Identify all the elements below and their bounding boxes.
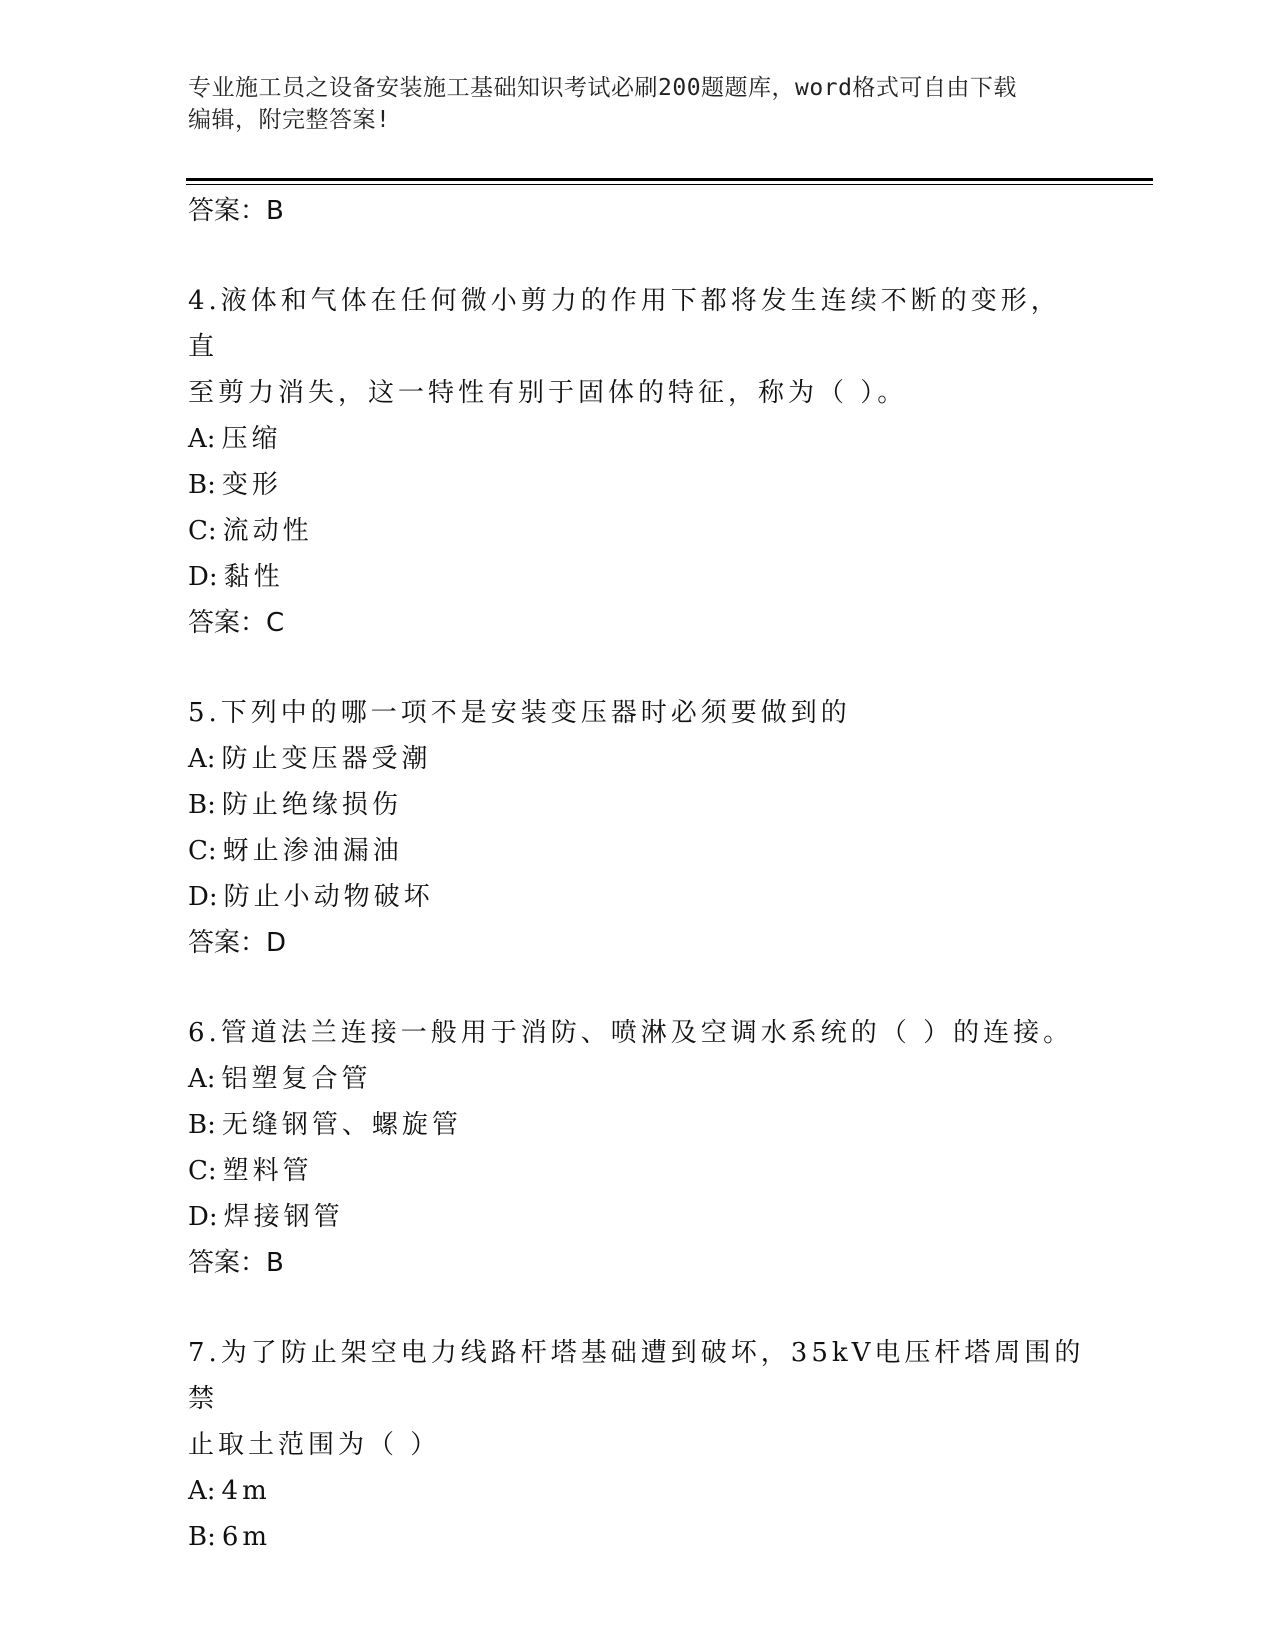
option-letter: A:	[188, 424, 216, 454]
question-text	[188, 1010, 1088, 1056]
spacer	[188, 966, 1088, 1010]
option-letter: D:	[188, 562, 218, 592]
document-content	[188, 188, 1088, 1560]
option-a	[188, 1468, 1088, 1514]
option-letter: C:	[188, 516, 217, 546]
option-letter: C:	[188, 836, 217, 866]
question-text	[188, 1330, 1088, 1468]
question-line: 至剪力消失，这一特性有别于固体的特征，称为（ ）。	[188, 378, 908, 408]
option-text: 4m	[221, 1476, 271, 1506]
answer-line: 答案：C	[188, 608, 285, 638]
option-text: 压缩	[221, 424, 282, 454]
spacer	[188, 1286, 1088, 1330]
question-line: 止取土范围为（ ）	[188, 1430, 441, 1460]
option-text: 防止变压器受潮	[221, 744, 432, 774]
option-b	[188, 462, 1088, 508]
option-text: 塑料管	[222, 1156, 313, 1186]
option-c	[188, 508, 1088, 554]
spacer	[188, 234, 1088, 278]
question-block-7	[188, 1330, 1088, 1560]
option-letter: C:	[188, 1156, 217, 1186]
option-text: 蚜止渗油漏油	[222, 836, 403, 866]
question-block-5	[188, 690, 1088, 966]
option-letter: B:	[188, 470, 216, 500]
question-text	[188, 690, 1088, 736]
option-letter: D:	[188, 1202, 218, 1232]
option-text: 防止小动物破坏	[223, 882, 434, 912]
option-a	[188, 1056, 1088, 1102]
option-b	[188, 1102, 1088, 1148]
option-text: 6m	[221, 1522, 272, 1552]
option-letter: B:	[188, 1110, 216, 1140]
option-letter: D:	[188, 882, 218, 912]
option-d	[188, 554, 1088, 600]
option-b	[188, 1514, 1088, 1560]
option-text: 无缝钢管、螺旋管	[221, 1110, 462, 1140]
question-line: 4.液体和气体在任何微小剪力的作用下都将发生连续不断的变形，直	[188, 286, 1061, 362]
option-letter: A:	[188, 1064, 216, 1094]
option-text: 黏性	[223, 562, 284, 592]
option-c	[188, 828, 1088, 874]
option-b	[188, 782, 1088, 828]
previous-answer: 答案：B	[188, 196, 284, 226]
answer-line: 答案：D	[188, 928, 287, 958]
header-divider-thin	[186, 184, 1153, 185]
option-letter: B:	[188, 790, 216, 820]
document-header	[188, 72, 1088, 136]
header-line-2: 编辑，附完整答案!	[188, 107, 391, 133]
option-text: 变形	[221, 470, 282, 500]
question-block-4	[188, 278, 1088, 646]
option-d	[188, 1194, 1088, 1240]
question-line: 7.为了防止架空电力线路杆塔基础遭到破坏，35kV电压杆塔周围的禁	[188, 1338, 1085, 1414]
question-line: 5.下列中的哪一项不是安装变压器时必须要做到的	[188, 698, 851, 728]
option-letter: B:	[188, 1522, 216, 1552]
question-block-6	[188, 1010, 1088, 1286]
question-text	[188, 278, 1088, 416]
option-text: 铝塑复合管	[221, 1064, 372, 1094]
option-a	[188, 416, 1088, 462]
option-letter: A:	[188, 744, 216, 774]
option-a	[188, 736, 1088, 782]
spacer	[188, 646, 1088, 690]
option-letter: A:	[188, 1476, 216, 1506]
option-c	[188, 1148, 1088, 1194]
option-text: 流动性	[222, 516, 313, 546]
answer-line: 答案：B	[188, 1248, 284, 1278]
option-text: 防止绝缘损伤	[221, 790, 402, 820]
option-text: 焊接钢管	[223, 1202, 344, 1232]
option-d	[188, 874, 1088, 920]
header-divider-thick	[186, 178, 1153, 181]
question-line: 6.管道法兰连接一般用于消防、喷淋及空调水系统的（ ）的连接。	[188, 1018, 1074, 1048]
header-line-1: 专业施工员之设备安装施工基础知识考试必刷200题题库，word格式可自由下载	[188, 75, 1017, 101]
